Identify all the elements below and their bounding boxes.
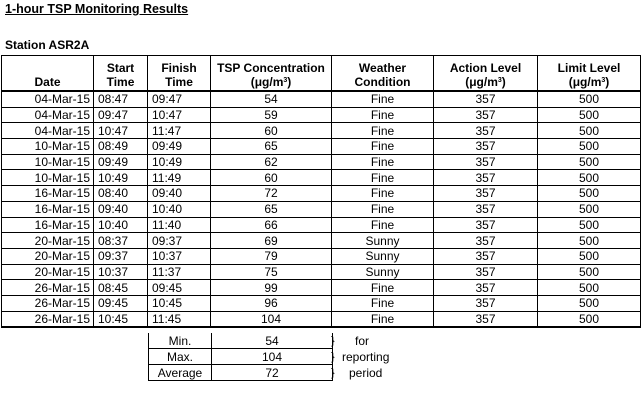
cell-date: 26-Mar-15 <box>2 280 94 296</box>
cell-finish: 10:40 <box>148 201 211 217</box>
station-label: Station ASR2A <box>5 38 90 52</box>
cell-tsp: 60 <box>211 170 332 186</box>
cell-limit: 500 <box>538 280 641 296</box>
cell-weather: Fine <box>332 139 434 155</box>
cell-date: 04-Mar-15 <box>2 107 94 123</box>
cell-tsp: 54 <box>211 91 332 107</box>
cell-start: 08:40 <box>94 186 148 202</box>
cell-date: 10-Mar-15 <box>2 139 94 155</box>
report-title: 1-hour TSP Monitoring Results <box>5 2 189 16</box>
note-for: for <box>355 334 370 348</box>
cell-finish: 09:37 <box>148 233 211 249</box>
cell-date: 20-Mar-15 <box>2 233 94 249</box>
cell-tsp: 96 <box>211 295 332 311</box>
cell-limit: 500 <box>538 311 641 327</box>
cell-start: 10:45 <box>94 311 148 327</box>
cell-action: 357 <box>434 233 538 249</box>
cell-start: 08:47 <box>94 91 148 107</box>
cell-tsp: 65 <box>211 139 332 155</box>
table-row <box>2 248 641 264</box>
cell-weather: Sunny <box>332 233 434 249</box>
cell-limit: 500 <box>538 91 641 107</box>
cell-weather: Fine <box>332 123 434 139</box>
cell-tsp: 66 <box>211 217 332 233</box>
table-row <box>2 295 641 311</box>
cell-action: 357 <box>434 154 538 170</box>
cell-limit: 500 <box>538 217 641 233</box>
summary-row-max <box>149 349 333 365</box>
cell-weather: Fine <box>332 295 434 311</box>
cell-action: 357 <box>434 170 538 186</box>
cell-limit: 500 <box>538 107 641 123</box>
cell-limit: 500 <box>538 233 641 249</box>
cell-finish: 09:47 <box>148 91 211 107</box>
table-row <box>2 217 641 233</box>
summary-row-min <box>149 333 333 349</box>
cell-action: 357 <box>434 186 538 202</box>
table-row <box>2 280 641 296</box>
summary-value: 72 <box>212 365 333 381</box>
brace-mark: } <box>331 367 335 379</box>
cell-tsp: 75 <box>211 264 332 280</box>
cell-limit: 500 <box>538 248 641 264</box>
cell-weather: Fine <box>332 154 434 170</box>
cell-tsp: 65 <box>211 201 332 217</box>
cell-start: 08:37 <box>94 233 148 249</box>
results-table <box>1 55 641 328</box>
cell-finish: 11:40 <box>148 217 211 233</box>
cell-finish: 10:47 <box>148 107 211 123</box>
cell-action: 357 <box>434 91 538 107</box>
header-start-time: Start Time <box>94 56 148 92</box>
cell-action: 357 <box>434 107 538 123</box>
cell-weather: Fine <box>332 217 434 233</box>
cell-tsp: 59 <box>211 107 332 123</box>
table-row <box>2 123 641 139</box>
brace-mark: } <box>331 335 335 347</box>
cell-action: 357 <box>434 295 538 311</box>
summary-row-average <box>149 365 333 381</box>
cell-finish: 10:49 <box>148 154 211 170</box>
cell-weather: Fine <box>332 311 434 327</box>
cell-tsp: 79 <box>211 248 332 264</box>
cell-finish: 11:37 <box>148 264 211 280</box>
cell-tsp: 72 <box>211 186 332 202</box>
cell-start: 10:37 <box>94 264 148 280</box>
summary-value: 104 <box>212 349 333 365</box>
cell-date: 16-Mar-15 <box>2 201 94 217</box>
cell-tsp: 104 <box>211 311 332 327</box>
cell-action: 357 <box>434 217 538 233</box>
cell-weather: Sunny <box>332 248 434 264</box>
header-limit-level: Limit Level $(\mu g/m^3)$ <box>538 56 641 92</box>
cell-action: 357 <box>434 311 538 327</box>
cell-start: 10:47 <box>94 123 148 139</box>
summary-label: Min. <box>149 333 212 349</box>
header-row <box>2 56 641 92</box>
cell-date: 26-Mar-15 <box>2 311 94 327</box>
cell-finish: 11:49 <box>148 170 211 186</box>
header-tsp: TSP Concentration $(\mu g/m^3)$ <box>211 56 332 92</box>
cell-limit: 500 <box>538 139 641 155</box>
cell-finish: 10:45 <box>148 295 211 311</box>
table-row <box>2 311 641 327</box>
cell-action: 357 <box>434 139 538 155</box>
cell-start: 08:45 <box>94 280 148 296</box>
cell-date: 26-Mar-15 <box>2 295 94 311</box>
cell-date: 16-Mar-15 <box>2 217 94 233</box>
cell-weather: Fine <box>332 280 434 296</box>
cell-weather: Fine <box>332 201 434 217</box>
cell-limit: 500 <box>538 201 641 217</box>
cell-finish: 09:49 <box>148 139 211 155</box>
cell-start: 09:40 <box>94 201 148 217</box>
cell-weather: Fine <box>332 107 434 123</box>
cell-start: 09:49 <box>94 154 148 170</box>
cell-weather: Sunny <box>332 264 434 280</box>
cell-start: 10:40 <box>94 217 148 233</box>
table-row <box>2 139 641 155</box>
header-date: Date <box>2 56 94 92</box>
cell-weather: Fine <box>332 170 434 186</box>
cell-limit: 500 <box>538 295 641 311</box>
table-row <box>2 107 641 123</box>
cell-limit: 500 <box>538 186 641 202</box>
header-finish-time: Finish Time <box>148 56 211 92</box>
summary-table <box>148 333 333 381</box>
table-row <box>2 233 641 249</box>
cell-action: 357 <box>434 280 538 296</box>
table-row <box>2 91 641 107</box>
cell-limit: 500 <box>538 123 641 139</box>
cell-finish: 11:45 <box>148 311 211 327</box>
note-reporting: reporting <box>342 350 390 364</box>
summary-value: 54 <box>212 333 333 349</box>
cell-limit: 500 <box>538 264 641 280</box>
cell-start: 09:47 <box>94 107 148 123</box>
cell-limit: 500 <box>538 170 641 186</box>
cell-date: 16-Mar-15 <box>2 186 94 202</box>
cell-date: 04-Mar-15 <box>2 123 94 139</box>
table-row <box>2 154 641 170</box>
cell-finish: 09:40 <box>148 186 211 202</box>
cell-date: 04-Mar-15 <box>2 91 94 107</box>
cell-start: 08:49 <box>94 139 148 155</box>
table-row <box>2 201 641 217</box>
cell-finish: 10:37 <box>148 248 211 264</box>
header-weather: Weather Condition <box>332 56 434 92</box>
table-row <box>2 264 641 280</box>
summary-label: Max. <box>149 349 212 365</box>
cell-tsp: 99 <box>211 280 332 296</box>
cell-date: 20-Mar-15 <box>2 248 94 264</box>
cell-start: 09:37 <box>94 248 148 264</box>
cell-limit: 500 <box>538 154 641 170</box>
cell-action: 357 <box>434 201 538 217</box>
cell-start: 09:45 <box>94 295 148 311</box>
cell-tsp: 69 <box>211 233 332 249</box>
cell-action: 357 <box>434 248 538 264</box>
cell-date: 10-Mar-15 <box>2 154 94 170</box>
cell-weather: Fine <box>332 186 434 202</box>
cell-weather: Fine <box>332 91 434 107</box>
cell-finish: 11:47 <box>148 123 211 139</box>
cell-start: 10:49 <box>94 170 148 186</box>
cell-action: 357 <box>434 264 538 280</box>
cell-action: 357 <box>434 123 538 139</box>
brace-mark: } <box>331 351 335 363</box>
cell-tsp: 62 <box>211 154 332 170</box>
cell-tsp: 60 <box>211 123 332 139</box>
summary-label: Average <box>149 365 212 381</box>
cell-finish: 09:45 <box>148 280 211 296</box>
header-action-level: Action Level $(\mu g/m^3)$ <box>434 56 538 92</box>
cell-date: 10-Mar-15 <box>2 170 94 186</box>
table-row <box>2 170 641 186</box>
table-row <box>2 186 641 202</box>
note-period: period <box>349 366 383 380</box>
cell-date: 20-Mar-15 <box>2 264 94 280</box>
